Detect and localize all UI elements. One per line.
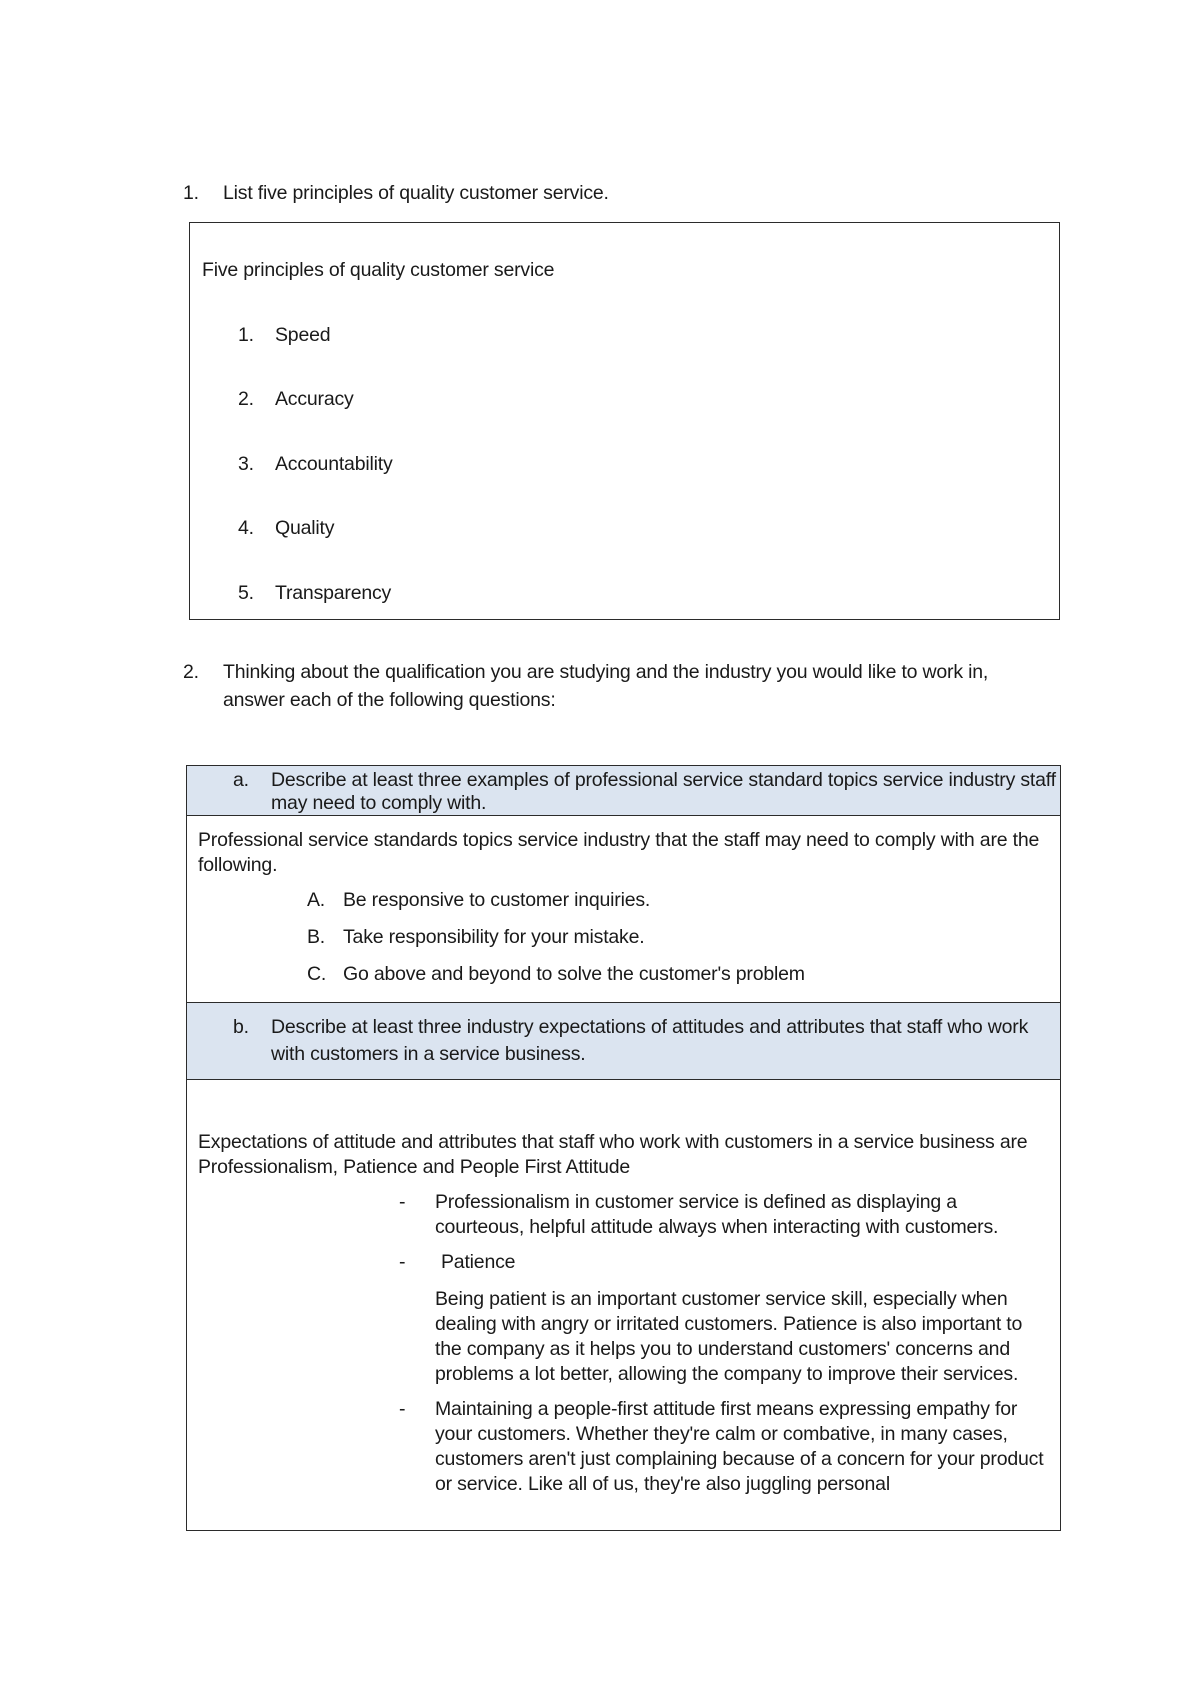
bullet-patience: Patience: [441, 1251, 516, 1273]
list-label: Quality: [275, 517, 335, 540]
list-item: [307, 888, 1060, 925]
list-item: [238, 517, 393, 581]
bullet-professionalism: Professionalism in customer service is defined as displaying a courteous, helpful attitude always when interacting with customers.: [435, 1191, 999, 1238]
list-item: [307, 925, 1060, 962]
list-item: [238, 324, 393, 388]
bullet-people-first: Maintaining a people-first attitude first means expressing empathy for your customers. Whether they're calm or combative, in many cases, customers aren't just complaining because of a concern for your product or service. Like all of us, they're also juggling personal: [435, 1398, 1044, 1495]
question-2: [183, 658, 1053, 714]
list-label: Accuracy: [275, 388, 354, 411]
answer-box-1-title: Five principles of quality customer service: [202, 259, 555, 281]
list-label: Accountability: [275, 452, 393, 475]
list-label: Go above and beyond to solve the customer's problem: [343, 963, 805, 985]
bullet-dash: -: [399, 1191, 406, 1213]
list-item: [238, 582, 393, 646]
questions-table: [186, 765, 1061, 1531]
question-2-text: Thinking about the qualification you are studying and the industry you would like to work in, answer each of the following questions:: [223, 661, 989, 711]
list-letter: C.: [307, 963, 327, 985]
list-item: [307, 962, 1060, 999]
question-b-letter: b.: [233, 1016, 249, 1038]
answer-box-1: [189, 222, 1060, 620]
list-letter: A.: [307, 889, 326, 911]
question-a-header: [187, 766, 1061, 816]
answer-b-cell: [187, 1080, 1061, 1531]
question-b-text: Describe at least three industry expectations of attitudes and attributes that staff who work with customers in a service business.: [271, 1016, 1029, 1065]
question-1: [183, 179, 609, 207]
list-letter: B.: [307, 926, 326, 948]
bullet-dash: -: [399, 1398, 406, 1420]
bullet-item: [187, 1250, 1060, 1275]
patience-description: Being patient is an important customer service skill, especially when dealing with angry or irritated customers. Patience is also important to the company as it helps you to understand customers' concerns and problems a lot better, allowing the company to improve their services.: [435, 1288, 1023, 1385]
list-item: [238, 388, 393, 452]
answer-b-intro: Expectations of attitude and attributes that staff who work with customers in a service business are Professionalism, Patience and People First Attitude: [198, 1131, 1028, 1178]
list-number: 3.: [238, 452, 254, 475]
question-2-number: 2.: [183, 661, 199, 683]
question-a-text: Describe at least three examples of professional service standard topics service industry staff may need to comply with.: [271, 769, 1056, 814]
answer-a-cell: [187, 816, 1061, 1003]
list-label: Be responsive to customer inquiries.: [343, 889, 651, 911]
question-b-header: [187, 1003, 1061, 1080]
bullet-dash: -: [399, 1251, 406, 1273]
list-number: 5.: [238, 581, 254, 604]
bullet-item: [187, 1190, 1060, 1240]
principles-list: [238, 324, 393, 646]
list-label: Transparency: [275, 581, 392, 604]
question-1-text: List five principles of quality customer service.: [223, 182, 609, 204]
list-number: 4.: [238, 517, 254, 540]
answer-a-intro: Professional service standards topics service industry that the staff may need to comply with are the following.: [198, 829, 1040, 876]
list-label: Speed: [275, 324, 331, 346]
answer-a-list: [187, 878, 1060, 999]
list-item: [238, 453, 393, 517]
question-1-number: 1.: [183, 182, 199, 204]
question-a-letter: a.: [233, 769, 249, 791]
bullet-item: [187, 1397, 1060, 1497]
list-number: 1.: [238, 324, 254, 346]
list-number: 2.: [238, 388, 254, 411]
list-label: Take responsibility for your mistake.: [343, 926, 645, 948]
